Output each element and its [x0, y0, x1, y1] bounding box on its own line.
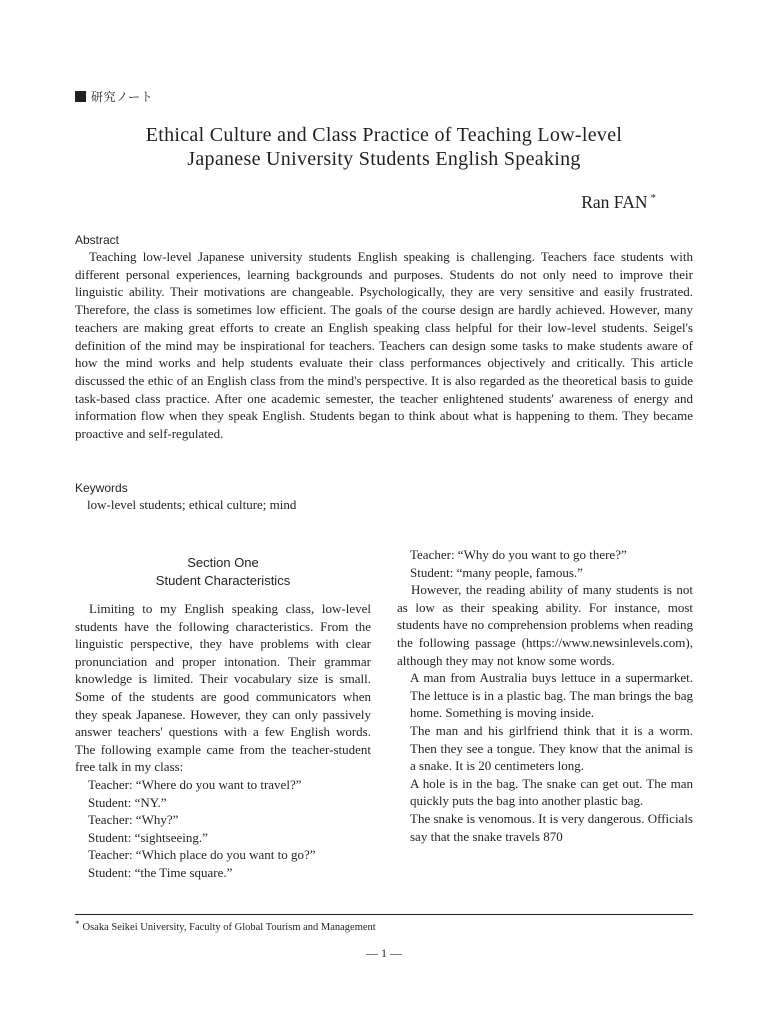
keywords-text: low-level students; ethical culture; mind: [87, 497, 297, 512]
article-title: [60, 123, 708, 171]
footnote-mark: *: [75, 919, 80, 929]
square-bullet-icon: [75, 91, 86, 102]
article-category: [75, 88, 153, 105]
left-column: [75, 554, 371, 882]
author-name: Ran FAN: [581, 192, 648, 212]
quoted-passage: A hole is in the bag. The snake can get out. The man quickly puts the bag into another plastic bag.: [410, 775, 693, 809]
section-number: Section One: [187, 555, 259, 570]
abstract-text: Teaching low-level Japanese university students English speaking is challenging. Teachers face students with different personal experiences, learning backgrounds and purposes. Students do not only need to improve their linguistic ability. Their motivations are changeable. Psychologically, they are very sensitive and easily frustrated. Therefore, the class is sometimes low efficient. The goals of the course design are hardly achieved. However, many teachers are making great efforts to create an English speaking class helpful for their low-level students. Seigel's definition of the mind may be inspirational for teachers. Teachers can design some tasks to make students aware of how the mind works and help students evaluate their class performances objectively and critically. This article discussed the ethic of an English class from the mind's perspective. It is also regarded as the theoretical basis to guide task-based class practice. After one academic semester, the teacher enlightened students' awareness of energy and information flow when they speak English. Students began to think about what is happening to them. They became proactive and self-regulated.: [75, 249, 693, 442]
title-line-1: Ethical Culture and Class Practice of Teaching Low-level: [145, 124, 623, 146]
footnote-divider: [75, 914, 693, 915]
dialog-line: Teacher: “Why?”: [88, 812, 179, 828]
quoted-passage: The snake is venomous. It is very dangerous. Officials say that the snake travels 870: [410, 810, 693, 844]
category-label: 研究ノート: [91, 90, 154, 104]
footnote: [75, 919, 376, 933]
dialog-line: Teacher: “Which place do you want to go?”: [88, 847, 316, 863]
page-number: — 1 —: [366, 946, 402, 960]
section-heading: [75, 554, 371, 590]
dialog-line: Teacher: “Where do you want to travel?”: [88, 776, 302, 792]
quoted-passage: The man and his girlfriend think that it is a worm. Then they see a tongue. They know that the animal is a snake. It is 20 centimeters long.: [410, 722, 693, 774]
author-footnote-mark: *: [650, 192, 656, 204]
body-paragraph: However, the reading ability of many students is not as low as their speaking ability. For instance, most students have no comprehension problems when reading the following passage (https://www.newsinlevels.com), although they may not know some words.: [397, 582, 693, 668]
dialog-line: Teacher: “Why do you want to go there?”: [410, 547, 627, 562]
body-paragraph: Limiting to my English speaking class, low-level students have the following characteristics. From the linguistic perspective, they have problems with clear pronunciation and proper intonation. Their grammar knowledge is limited. Their vocabulary size is small. Some of the students are good communicators when they speak Japanese. However, they can only passively answer teachers' questions with a few English words. The following example came from the teacher-student free talk in my class:: [75, 601, 371, 775]
footnote-text: Osaka Seikei University, Faculty of Global Tourism and Management: [82, 922, 376, 933]
author: [581, 192, 656, 213]
dialog-line: Student: “sightseeing.”: [88, 829, 208, 845]
keywords-label: Keywords: [75, 481, 128, 495]
right-column: [397, 546, 693, 845]
dialog-line: Student: “many people, famous.”: [410, 564, 583, 580]
dialog-line: Student: “the Time square.”: [88, 864, 233, 880]
quoted-passage: A man from Australia buys lettuce in a supermarket. The lettuce is in a plastic bag. The man brings the bag home. Something is moving inside.: [410, 670, 693, 721]
title-line-2: Japanese University Students English Speaking: [187, 148, 581, 170]
dialog-line: Student: “NY.”: [88, 794, 167, 810]
abstract-label: Abstract: [75, 233, 120, 247]
section-title: Student Characteristics: [155, 573, 291, 588]
